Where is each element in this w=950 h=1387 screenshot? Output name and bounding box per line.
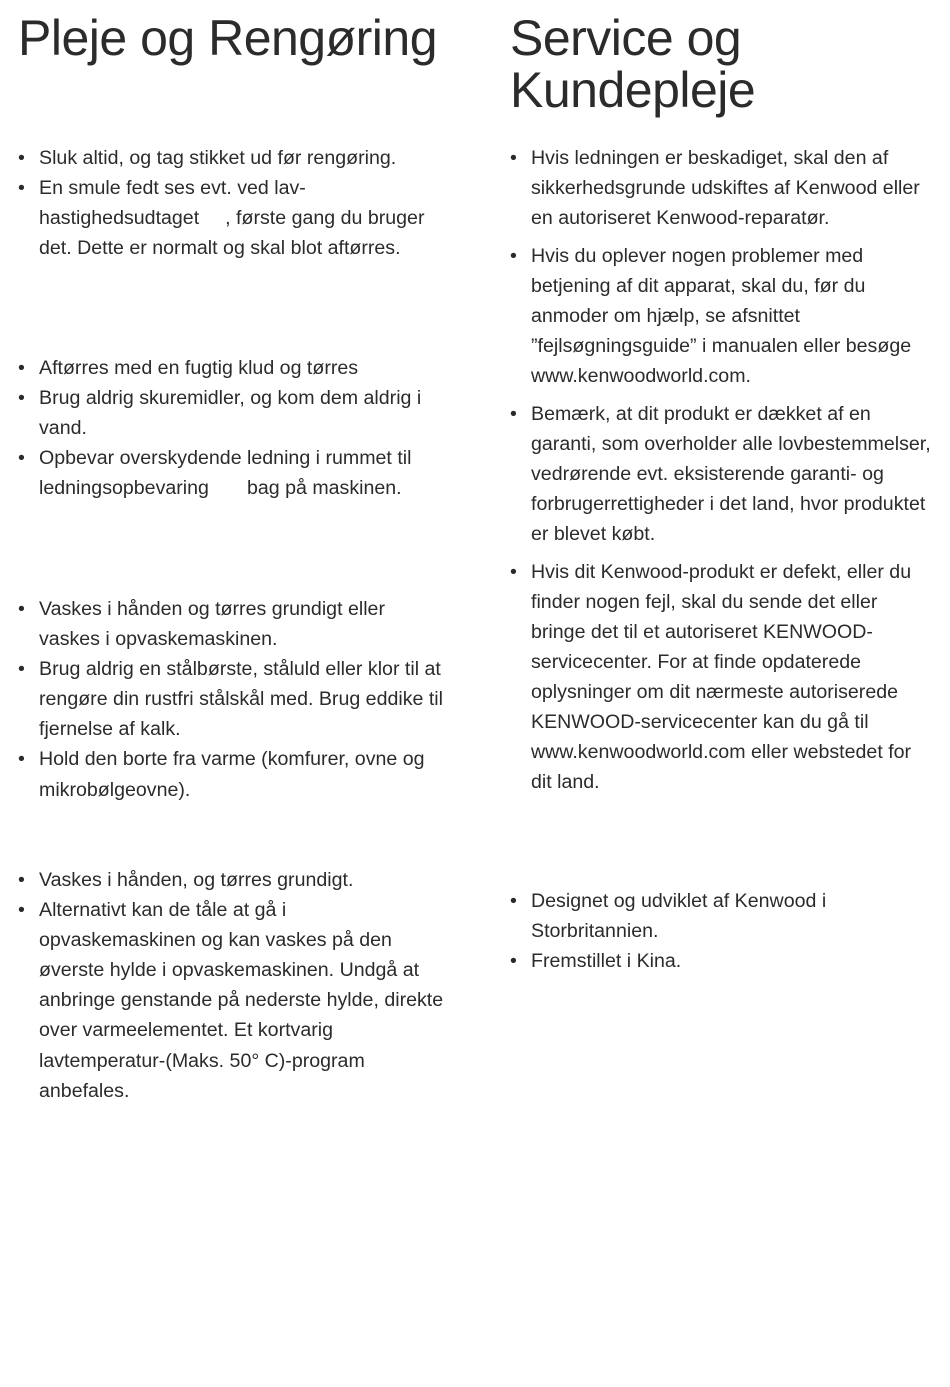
list-item-text: bag på maskinen. [246, 477, 402, 500]
care-list-bowl [18, 594, 448, 805]
list-item: • Bemærk, at dit produkt er dækket af en garanti, som overholder alle lovbestemmelser, vedrørende evt. eksisterende garanti- og forbrugerrettigheder i det land, hvor produktet er blevet købt. [510, 399, 935, 549]
service-heading: Service og Kundepleje [510, 10, 756, 118]
service-column [510, 0, 940, 973]
list-item [18, 173, 448, 263]
list-item: • Hvis dit Kenwood-produkt er defekt, eller du finder nogen fejl, skal du sende det eller bringe det til et autoriseret KENWOOD-servicecenter. For at finde opdaterede oplysninger om dit nærmeste autoriserede KENWOOD-servicecenter kan du gå til www.kenwoodworld.com eller webstedet for dit land. [510, 557, 935, 798]
care-cleaning-column [18, 0, 448, 1102]
list-item: • Brug aldrig skuremidler, og kom dem aldrig i vand. [18, 383, 448, 443]
list-item: • Alternativt kan de tåle at gå i opvaskemaskinen og kan vaskes på den øverste hylde i opvaskemaskinen. Undgå at anbringe genstande på nederste hylde, direkte over varmeelementet. Et kortvarig lavtemperatur-(Maks. 50° C)-program anbefales. [18, 895, 448, 1106]
list-item-text: Opbevar overskydende ledning i rummet til ledningsopbevaring [39, 447, 412, 500]
list-item: • Sluk altid, og tag stikket ud før rengøring. [18, 143, 448, 173]
list-item: • Vaskes i hånden, og tørres grundigt. [18, 865, 448, 895]
origin-list [510, 886, 935, 976]
list-item: • Designet og udviklet af Kenwood i Storbritannien. [510, 886, 935, 946]
care-cleaning-heading: Pleje og Rengøring [18, 10, 438, 66]
care-list-general [18, 143, 448, 263]
list-item: • Hvis ledningen er beskadiget, skal den af sikkerhedsgrunde udskiftes af Kenwood eller en autoriseret Kenwood-reparatør. [510, 143, 935, 233]
list-item [18, 443, 448, 503]
list-item: • Vaskes i hånden og tørres grundigt eller vaskes i opvaskemaskinen. [18, 594, 448, 654]
care-list-body [18, 353, 448, 503]
list-item-text: , første gang du bruger det. Dette er normalt og skal blot aftørres. [39, 207, 425, 260]
list-item: • Brug aldrig en stålbørste, ståluld eller klor til at rengøre din rustfri stålskål med. Brug eddike til fjernelse af kalk. [18, 654, 448, 744]
care-list-tools [18, 865, 448, 1106]
list-item: • Hold den borte fra varme (komfurer, ovne og mikrobølgeovne). [18, 744, 448, 804]
list-item: • Hvis du oplever nogen problemer med betjening af dit apparat, skal du, før du anmoder om hjælp, se afsnittet ”fejlsøgningsguide” i manualen eller besøge www.kenwoodworld.com. [510, 241, 935, 391]
list-item-text: En smule fedt ses evt. ved lav-hastighedsudtaget [39, 177, 306, 230]
list-item: • Aftørres med en fugtig klud og tørres [18, 353, 448, 383]
service-list [510, 143, 935, 797]
list-item: • Fremstillet i Kina. [510, 946, 935, 976]
